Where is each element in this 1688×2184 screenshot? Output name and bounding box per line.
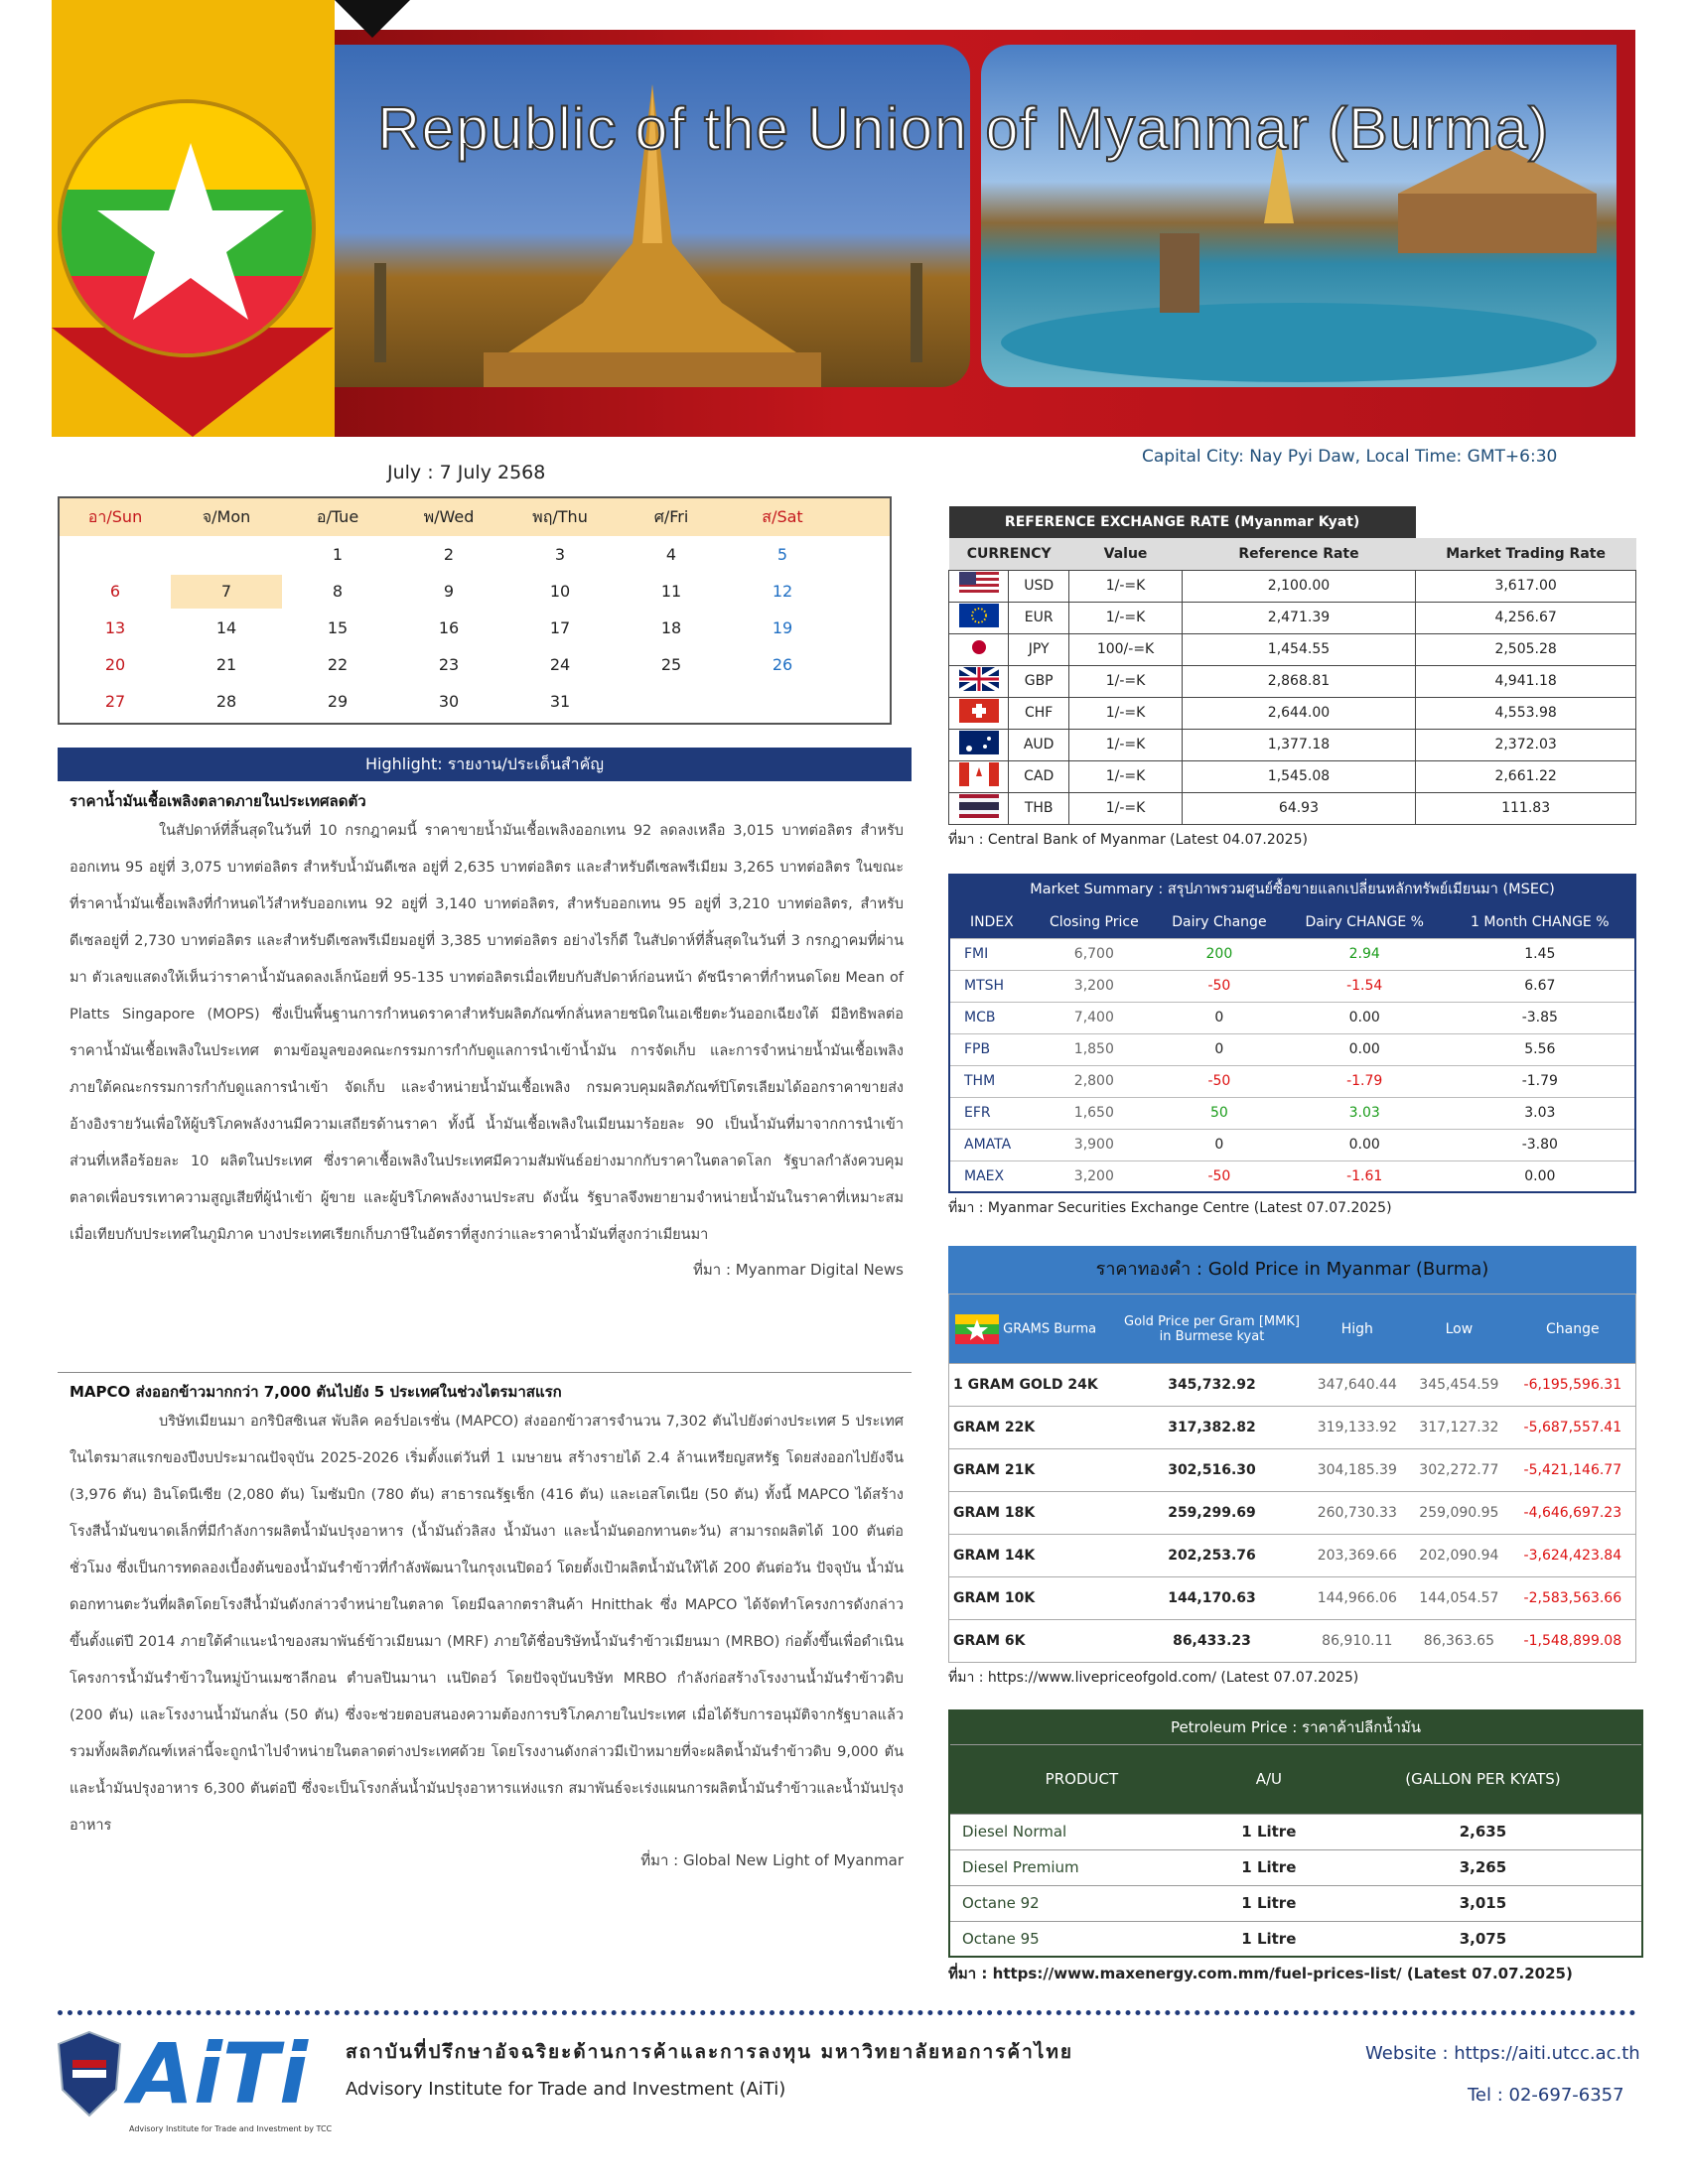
fx-mkt: 3,617.00 bbox=[1416, 570, 1636, 602]
fx-val: 1/-=K bbox=[1069, 697, 1182, 729]
calendar-date[interactable]: 11 bbox=[660, 582, 682, 601]
gold-row bbox=[949, 1492, 1636, 1535]
calendar-week bbox=[60, 573, 890, 610]
market-col-header: Closing Price bbox=[1034, 906, 1155, 938]
fx-ref: 2,868.81 bbox=[1182, 665, 1416, 697]
petrol-v: 3,265 bbox=[1325, 1849, 1642, 1885]
market-m: 0.00 bbox=[1446, 1160, 1635, 1192]
gold-g: 1 GRAM GOLD 24K bbox=[949, 1364, 1118, 1407]
calendar-date[interactable]: 22 bbox=[327, 655, 349, 674]
market-idx: EFR bbox=[949, 1097, 1034, 1129]
fx-ref: 1,377.18 bbox=[1182, 729, 1416, 760]
article-2 bbox=[70, 1380, 904, 1872]
market-source: ที่มา : Myanmar Securities Exchange Centre (Latest 07.07.2025) bbox=[948, 1200, 1392, 1216]
fx-ref: 2,471.39 bbox=[1182, 602, 1416, 633]
gold-col-high: High bbox=[1307, 1295, 1409, 1364]
market-chg: -50 bbox=[1155, 1160, 1284, 1192]
petrol-u: 1 Litre bbox=[1213, 1849, 1325, 1885]
article-1-source: ที่มา : Myanmar Digital News bbox=[693, 1261, 904, 1279]
footer-divider bbox=[58, 2010, 1636, 2015]
market-close: 7,400 bbox=[1034, 1002, 1155, 1033]
calendar-date[interactable]: 19 bbox=[772, 618, 793, 637]
gold-l: 144,054.57 bbox=[1408, 1577, 1510, 1620]
fx-mkt: 4,256.67 bbox=[1416, 602, 1636, 633]
fx-val: 1/-=K bbox=[1069, 792, 1182, 824]
article-divider bbox=[58, 1372, 912, 1373]
gold-p: 317,382.82 bbox=[1118, 1407, 1307, 1449]
calendar-date[interactable]: 25 bbox=[660, 655, 682, 674]
market-row bbox=[949, 1160, 1635, 1192]
calendar-week bbox=[60, 646, 890, 683]
market-pct: -1.61 bbox=[1284, 1160, 1446, 1192]
article-2-title: MAPCO ส่งออกข้าวมากกว่า 7,000 ตันไปยัง 5 ประเทศในช่วงไตรมาสแรก bbox=[70, 1383, 562, 1401]
th-flag-icon bbox=[959, 794, 999, 818]
calendar-day-header: จ/Mon bbox=[202, 506, 251, 526]
fx-mkt: 2,661.22 bbox=[1416, 760, 1636, 792]
petrol-u: 1 Litre bbox=[1213, 1921, 1325, 1957]
gold-h: 347,640.44 bbox=[1307, 1364, 1409, 1407]
gold-c: -6,195,596.31 bbox=[1510, 1364, 1636, 1407]
market-panel bbox=[948, 874, 1636, 1219]
gold-row bbox=[949, 1535, 1636, 1577]
fx-flag-cell bbox=[949, 760, 1009, 792]
calendar-date[interactable]: 30 bbox=[438, 692, 460, 711]
market-pct: -1.79 bbox=[1284, 1065, 1446, 1097]
calendar-day-header: พฤ/Thu bbox=[532, 506, 588, 526]
market-chg: 0 bbox=[1155, 1129, 1284, 1160]
fx-table bbox=[948, 506, 1636, 825]
fx-flag-cell bbox=[949, 633, 1009, 665]
market-idx: THM bbox=[949, 1065, 1034, 1097]
highlight-bar: Highlight: รายงาน/ประเด็นสำคัญ bbox=[58, 748, 912, 781]
gold-p: 259,299.69 bbox=[1118, 1492, 1307, 1535]
calendar-date[interactable]: 23 bbox=[438, 655, 460, 674]
petrol-col-header: A/U bbox=[1213, 1744, 1325, 1814]
fx-cur: USD bbox=[1009, 570, 1069, 602]
gold-h: 304,185.39 bbox=[1307, 1449, 1409, 1492]
market-chg: 200 bbox=[1155, 938, 1284, 970]
calendar-date[interactable]: 21 bbox=[215, 655, 237, 674]
calendar-date[interactable]: 29 bbox=[327, 692, 349, 711]
market-chg: -50 bbox=[1155, 970, 1284, 1002]
calendar-date[interactable]: 8 bbox=[332, 582, 344, 601]
gold-h: 203,369.66 bbox=[1307, 1535, 1409, 1577]
calendar-date[interactable]: 10 bbox=[549, 582, 571, 601]
fx-cur: CHF bbox=[1009, 697, 1069, 729]
aiti-shield-icon bbox=[55, 2030, 124, 2119]
fx-flag-cell bbox=[949, 729, 1009, 760]
calendar-date[interactable]: 14 bbox=[215, 618, 237, 637]
calendar-date[interactable]: 27 bbox=[104, 692, 126, 711]
fx-row bbox=[949, 665, 1636, 697]
fx-cur: JPY bbox=[1009, 633, 1069, 665]
petrol-table bbox=[948, 1709, 1643, 1958]
website-link[interactable]: Website : https://aiti.utcc.ac.th bbox=[1365, 2043, 1640, 2064]
fx-flag-cell bbox=[949, 570, 1009, 602]
gold-table bbox=[948, 1294, 1636, 1663]
fx-mkt: 2,372.03 bbox=[1416, 729, 1636, 760]
aiti-logo-sub: Advisory Institute for Trade and Investment by TCC bbox=[129, 2124, 333, 2133]
market-pct: 0.00 bbox=[1284, 1002, 1446, 1033]
calendar-date[interactable]: 1 bbox=[332, 545, 344, 564]
gold-c: -4,646,697.23 bbox=[1510, 1492, 1636, 1535]
calendar-date[interactable]: 17 bbox=[549, 618, 571, 637]
fx-val: 1/-=K bbox=[1069, 665, 1182, 697]
gold-g: GRAM 22K bbox=[949, 1407, 1118, 1449]
article-1-body: ในสัปดาห์ที่สิ้นสุดในวันที่ 10 กรกฎาคมนี้ ราคาขายน้ำมันเชื้อเพลิงออกเทน 92 ลดลงเหลือ 3,015 บาทต่อลิตร สำหรับออกเทน 95 อยู่ที่ 3,075 บาทต่อลิตร สำหรับน้ำมันดีเซล อยู่ที่ 2,635 บาทต่อลิตร และสำหรับดีเซลพรีเมียม 3,265 บาทต่อลิตร ในขณะที่ราคาน้ำมันเชื้อเพลิงที่กำหนดไว้สำหรับออกเทน 92 อยู่ที่ 3,140 บาทต่อลิตร, สำหรับออกเทน 95 อยู่ที่ 3,210 บาทต่อลิตร, สำหรับดีเซลอยู่ที่ 2,730 บาทต่อลิตร และสำหรับดีเซลพรีเมียมอยู่ที่ 3,385 บาทต่อลิตร อย่างไรก็ดี ในสัปดาห์ที่สิ้นสุดในวันที่ 3 กรกฎาคมที่ผ่านมา ตัวเลขแสดงให้เห็นว่าราคาน้ำมันลดลงเล็กน้อยที่ 95-135 บาทต่อลิตรเมื่อเทียบกับสัปดาห์ก่อนหน้า ดัชนีราคาที่กำหนดโดย Mean of Platts Singapore (MOPS) ซึ่งเป็นพื้นฐานการกำหนดราคาสำหรับผลิตภัณฑ์กลั่นหลายชนิดในเอเชียตะวันออกเฉียงใต้ มีอิทธิพลต่อราคาน้ำมันเชื้อเพลิงในประเทศ ตามข้อมูลของคณะกรรมการกำกับดูแลการนำเข้าน้ำมัน การจัดเก็บ และการจำหน่ายน้ำมันเชื้อเพลิง ภายใต้คณะกรรมการกำกับดูแลการนำเข้า จัดเก็บ และจำหน่ายน้ำมันเชื้อเพลิง กรมควบคุมผลิตภัณฑ์ปิโตรเลียมได้ออกราคาขายส่งอ้างอิงรายวันเพื่อให้ผู้บริโภคพลังงานมีความเสถียรด้านราคา ทั้งนี้ น้ำมันเชื้อเพลิงในเมียนมาร้อยละ 90 เป็นน้ำมันที่มาจากการนำเข้า ส่วนที่เหลือร้อยละ 10 ผลิตในประเทศ ซึ่งราคาเชื้อเพลิงในประเทศมีความสัมพันธ์อย่างมากกับราคาในตลาดโลก รัฐบาลกำลังควบคุมตลาดเพื่อบรรเทาความสูญเสียที่ผู้นำเข้า ผู้ขาย และผู้บริโภคพลังงานประสบ ดังนั้น รัฐบาลจึงพยายามจำหน่ายน้ำมันในราคาที่เหมาะสมเมื่อเทียบกับประเทศในภูมิภาค บางประเทศเรียกเก็บภาษีในอัตราที่สูงกว่าและราคาน้ำมันที่สูงกว่าเมียนมา bbox=[70, 823, 904, 1243]
gold-p: 202,253.76 bbox=[1118, 1535, 1307, 1577]
gold-row bbox=[949, 1577, 1636, 1620]
calendar-date[interactable]: 24 bbox=[549, 655, 571, 674]
market-row bbox=[949, 970, 1635, 1002]
us-flag-icon bbox=[959, 572, 999, 596]
gold-col-price: Gold Price per Gram [MMK] in Burmese kyat bbox=[1118, 1295, 1307, 1364]
gold-col-grams-label: GRAMS Burma bbox=[1003, 1321, 1097, 1336]
fx-mkt: 2,505.28 bbox=[1416, 633, 1636, 665]
calendar-date[interactable]: 7 bbox=[171, 575, 282, 609]
fx-title: REFERENCE EXCHANGE RATE (Myanmar Kyat) bbox=[949, 506, 1416, 538]
petrol-row bbox=[949, 1814, 1642, 1849]
fx-cur: EUR bbox=[1009, 602, 1069, 633]
gold-p: 345,732.92 bbox=[1118, 1364, 1307, 1407]
calendar-date[interactable]: 9 bbox=[443, 582, 455, 601]
gold-p: 302,516.30 bbox=[1118, 1449, 1307, 1492]
gold-g: GRAM 10K bbox=[949, 1577, 1118, 1620]
calendar-date[interactable]: 13 bbox=[104, 618, 126, 637]
gold-l: 259,090.95 bbox=[1408, 1492, 1510, 1535]
fx-val: 1/-=K bbox=[1069, 602, 1182, 633]
calendar-day-header: อ/Tue bbox=[316, 506, 359, 526]
market-columns bbox=[949, 906, 1635, 938]
fx-row bbox=[949, 602, 1636, 633]
petrol-v: 2,635 bbox=[1325, 1814, 1642, 1849]
fx-flag-cell bbox=[949, 665, 1009, 697]
fx-flag-cell bbox=[949, 697, 1009, 729]
market-m: -3.80 bbox=[1446, 1129, 1635, 1160]
market-m: 1.45 bbox=[1446, 938, 1635, 970]
market-pct: 0.00 bbox=[1284, 1033, 1446, 1065]
gold-g: GRAM 14K bbox=[949, 1535, 1118, 1577]
fx-flag-cell bbox=[949, 792, 1009, 824]
fx-flag-cell bbox=[949, 602, 1009, 633]
market-row bbox=[949, 1129, 1635, 1160]
market-table bbox=[948, 905, 1636, 1193]
fx-col-header: Market Trading Rate bbox=[1416, 538, 1636, 570]
petrol-u: 1 Litre bbox=[1213, 1814, 1325, 1849]
jp-flag-icon bbox=[959, 635, 999, 659]
petrol-source: ที่มา : https://www.maxenergy.com.mm/fuel-prices-list/ (Latest 07.07.2025) bbox=[948, 1965, 1573, 1982]
calendar-day-header: อา/Sun bbox=[87, 506, 143, 526]
calendar-body bbox=[60, 536, 890, 720]
fx-source: ที่มา : Central Bank of Myanmar (Latest 04.07.2025) bbox=[948, 831, 1308, 848]
gold-h: 319,133.92 bbox=[1307, 1407, 1409, 1449]
calendar-header bbox=[60, 498, 890, 536]
fx-cur: THB bbox=[1009, 792, 1069, 824]
fx-val: 1/-=K bbox=[1069, 570, 1182, 602]
calendar-week bbox=[60, 610, 890, 646]
petrol-title: Petroleum Price : ราคาค้าปลีกน้ำมัน bbox=[949, 1710, 1642, 1744]
petrol-u: 1 Litre bbox=[1213, 1885, 1325, 1921]
market-chg: 0 bbox=[1155, 1002, 1284, 1033]
market-close: 1,850 bbox=[1034, 1033, 1155, 1065]
au-flag-icon bbox=[959, 731, 999, 754]
market-m: -1.79 bbox=[1446, 1065, 1635, 1097]
fx-row bbox=[949, 760, 1636, 792]
market-chg: 0 bbox=[1155, 1033, 1284, 1065]
market-col-header: 1 Month CHANGE % bbox=[1446, 906, 1635, 938]
calendar-date[interactable]: 12 bbox=[772, 582, 793, 601]
gold-c: -2,583,563.66 bbox=[1510, 1577, 1636, 1620]
fx-ref: 1,545.08 bbox=[1182, 760, 1416, 792]
market-title: Market Summary : สรุปภาพรวมศูนย์ซื้อขายแลกเปลี่ยนหลักทรัพย์เมียนมา (MSEC) bbox=[948, 874, 1636, 905]
calendar-date[interactable]: 18 bbox=[660, 618, 682, 637]
myanmar-flag-icon bbox=[58, 99, 316, 357]
calendar-date[interactable]: 4 bbox=[665, 545, 677, 564]
fx-col-header: Value bbox=[1069, 538, 1182, 570]
market-pct: 2.94 bbox=[1284, 938, 1446, 970]
article-2-source: ที่มา : Global New Light of Myanmar bbox=[640, 1851, 904, 1869]
article-1 bbox=[70, 789, 904, 1282]
petrol-row bbox=[949, 1921, 1642, 1957]
fx-val: 1/-=K bbox=[1069, 760, 1182, 792]
gold-l: 345,454.59 bbox=[1408, 1364, 1510, 1407]
fx-cur: CAD bbox=[1009, 760, 1069, 792]
fx-val: 1/-=K bbox=[1069, 729, 1182, 760]
ch-flag-icon bbox=[959, 699, 999, 723]
market-idx: AMATA bbox=[949, 1129, 1034, 1160]
petrol-col-header: PRODUCT bbox=[949, 1744, 1213, 1814]
gold-c: -5,421,146.77 bbox=[1510, 1449, 1636, 1492]
market-col-header: Dairy CHANGE % bbox=[1284, 906, 1446, 938]
gold-p: 144,170.63 bbox=[1118, 1577, 1307, 1620]
market-idx: MTSH bbox=[949, 970, 1034, 1002]
calendar-date[interactable]: 6 bbox=[109, 582, 121, 601]
gold-h: 144,966.06 bbox=[1307, 1577, 1409, 1620]
market-idx: FPB bbox=[949, 1033, 1034, 1065]
fx-row bbox=[949, 633, 1636, 665]
gold-g: GRAM 6K bbox=[949, 1620, 1118, 1663]
market-chg: 50 bbox=[1155, 1097, 1284, 1129]
gold-l: 317,127.32 bbox=[1408, 1407, 1510, 1449]
fx-col-header: Reference Rate bbox=[1182, 538, 1416, 570]
telephone: Tel : 02-697-6357 bbox=[1468, 2085, 1624, 2106]
capital-info: Capital City: Nay Pyi Daw, Local Time: GMT+6:30 bbox=[1142, 447, 1558, 467]
gold-col-change: Change bbox=[1510, 1295, 1636, 1364]
gold-l: 86,363.65 bbox=[1408, 1620, 1510, 1663]
market-chg: -50 bbox=[1155, 1065, 1284, 1097]
calendar-week bbox=[60, 536, 890, 573]
eu-flag-icon bbox=[959, 604, 999, 627]
gold-l: 202,090.94 bbox=[1408, 1535, 1510, 1577]
fx-cur: AUD bbox=[1009, 729, 1069, 760]
footer-thai-name: สถาบันที่ปรึกษาอัจฉริยะด้านการค้าและการลงทุน มหาวิทยาลัยหอการค้าไทย bbox=[346, 2041, 1074, 2063]
fx-val: 100/-=K bbox=[1069, 633, 1182, 665]
market-idx: FMI bbox=[949, 938, 1034, 970]
calendar-date[interactable]: 26 bbox=[772, 655, 793, 674]
calendar-date[interactable]: 16 bbox=[438, 618, 460, 637]
fx-cur: GBP bbox=[1009, 665, 1069, 697]
fx-row bbox=[949, 792, 1636, 824]
market-close: 1,650 bbox=[1034, 1097, 1155, 1129]
market-m: 3.03 bbox=[1446, 1097, 1635, 1129]
gold-col-low: Low bbox=[1408, 1295, 1510, 1364]
gold-c: -3,624,423.84 bbox=[1510, 1535, 1636, 1577]
market-close: 3,200 bbox=[1034, 1160, 1155, 1192]
market-close: 3,200 bbox=[1034, 970, 1155, 1002]
market-col-header: Dairy Change bbox=[1155, 906, 1284, 938]
market-pct: -1.54 bbox=[1284, 970, 1446, 1002]
aiti-logo: AiTi bbox=[129, 2025, 308, 2122]
gold-row bbox=[949, 1620, 1636, 1663]
market-row bbox=[949, 1065, 1635, 1097]
calendar-day-header: ส/Sat bbox=[762, 506, 803, 526]
myanmar-flag-small-icon bbox=[955, 1314, 999, 1344]
gold-panel bbox=[948, 1246, 1636, 1689]
article-1-title: ราคาน้ำมันเชื้อเพลิงตลาดภายในประเทศลดตัว bbox=[70, 792, 366, 810]
calendar-title: July : 7 July 2568 bbox=[387, 462, 546, 483]
fx-ref: 2,100.00 bbox=[1182, 570, 1416, 602]
petrol-panel bbox=[948, 1709, 1643, 1985]
petrol-v: 3,015 bbox=[1325, 1885, 1642, 1921]
gold-l: 302,272.77 bbox=[1408, 1449, 1510, 1492]
gold-g: GRAM 21K bbox=[949, 1449, 1118, 1492]
fx-ref: 1,454.55 bbox=[1182, 633, 1416, 665]
fx-mkt: 4,553.98 bbox=[1416, 697, 1636, 729]
calendar-day-header: พ/Wed bbox=[423, 506, 475, 526]
market-m: 5.56 bbox=[1446, 1033, 1635, 1065]
petrol-row bbox=[949, 1849, 1642, 1885]
market-idx: MCB bbox=[949, 1002, 1034, 1033]
fx-ref: 2,644.00 bbox=[1182, 697, 1416, 729]
gold-c: -1,548,899.08 bbox=[1510, 1620, 1636, 1663]
gold-row bbox=[949, 1449, 1636, 1492]
gold-h: 260,730.33 bbox=[1307, 1492, 1409, 1535]
article-2-body: บริษัทเมียนมา อกริบิสซิเนส พับลิค คอร์ปอเรชั่น (MAPCO) ส่งออกข้าวสารจำนวน 7,302 ตันไปยังต่างประเทศ 5 ประเทศในไตรมาสแรกของปีงบประมาณปัจจุบัน 2025-2026 เริ่มตั้งแต่วันที่ 1 เมษายน สร้างรายได้ 2.4 ล้านเหรียญสหรัฐ โดยส่งออกไปยังจีน (3,976 ตัน) อินโดนีเซีย (2,080 ตัน) โมซัมบิก (780 ตัน) สาธารณรัฐเช็ก (416 ตัน) และเอสโตเนีย (50 ตัน) ทั้งนี้ MAPCO ได้สร้างโรงสีน้ำมันขนาดเล็กที่มีกำลังการผลิตน้ำมันปรุงอาหาร (น้ำมันถั่วลิสง น้ำมันงา และน้ำมันดอกทานตะวัน) สามารถผลิตได้ 100 ตันต่อชั่วโมง ซึ่งเป็นการทดลองเบื้องต้นของน้ำมันรำข้าวที่กำลังพัฒนาในกรุงเนปิดอว์ โดยตั้งเป้าผลิตน้ำมันให้ได้ 200 ตันต่อวัน ปัจจุบัน น้ำมันดอกทานตะวันที่ผลิตโดยโรงสีน้ำมันดังกล่าวจำหน่ายในตลาด โดยมีฉลากตราสินค้า Hnitthak ซึ่ง MAPCO ได้จัดทำโครงการดังกล่าวขึ้นตั้งแต่ปี 2014 ภายใต้คำแนะนำของสมาพันธ์ข้าวเมียนมา (MRF) ภายใต้ชื่อบริษัทน้ำมันรำข้าวเมียนมา (MRBO) ก่อตั้งขึ้นเพื่อดำเนินโครงการน้ำมันรำข้าวในหมู่บ้านเมซาลีกอน ตำบลปินมานา เนปิดอว์ โดยปัจจุบันบริษัท MRBO กำลังก่อสร้างโรงงานน้ำมันรำข้าวดิบ (200 ตัน) และโรงงานน้ำมันกลั่น (50 ตัน) ซึ่งจะช่วยตอบสนองความต้องการบริโภคภายในประเทศ เมื่อได้รับการอนุมัติจากรัฐบาลแล้ว รวมทั้งผลิตภัณฑ์เหล่านี้จะถูกนำไปจำหน่ายในตลาดต่างประเทศด้วย โดยโรงงานดังกล่าวมีเป้าหมายที่จะผลิตน้ำมันรำข้าวดิบ 9,000 ตันและน้ำมันปรุงอาหาร 6,300 ตันต่อปี ซึ่งจะเป็นโรงกลั่นน้ำมันปรุงอาหารแห่งแรก สมาพันธ์จะเร่งแผนการผลิตน้ำมันรำข้าวและน้ำมันปรุงอาหาร bbox=[70, 1414, 904, 1834]
petrol-columns bbox=[949, 1744, 1642, 1814]
uk-flag-icon bbox=[959, 667, 999, 691]
market-col-header: INDEX bbox=[949, 906, 1034, 938]
gold-source: ที่มา : https://www.livepriceofgold.com/ (Latest 07.07.2025) bbox=[948, 1670, 1359, 1686]
fx-mkt: 4,941.18 bbox=[1416, 665, 1636, 697]
fx-row bbox=[949, 697, 1636, 729]
fx-row bbox=[949, 729, 1636, 760]
gold-g: GRAM 18K bbox=[949, 1492, 1118, 1535]
market-row bbox=[949, 1097, 1635, 1129]
market-close: 6,700 bbox=[1034, 938, 1155, 970]
gold-row bbox=[949, 1407, 1636, 1449]
petrol-p: Diesel Premium bbox=[949, 1849, 1213, 1885]
calendar-date[interactable]: 15 bbox=[327, 618, 349, 637]
header-notch bbox=[335, 0, 410, 38]
fx-panel bbox=[948, 506, 1636, 851]
market-row bbox=[949, 938, 1635, 970]
fx-mkt: 111.83 bbox=[1416, 792, 1636, 824]
petrol-v: 3,075 bbox=[1325, 1921, 1642, 1957]
gold-title: ราคาทองคำ : Gold Price in Myanmar (Burma) bbox=[948, 1246, 1636, 1294]
calendar bbox=[58, 496, 892, 725]
page-title: Republic of the Union of Myanmar (Burma) bbox=[377, 95, 1550, 162]
fx-ref: 64.93 bbox=[1182, 792, 1416, 824]
ca-flag-icon bbox=[959, 762, 999, 786]
calendar-date[interactable]: 20 bbox=[104, 655, 126, 674]
gold-p: 86,433.23 bbox=[1118, 1620, 1307, 1663]
fx-columns bbox=[949, 538, 1636, 570]
market-pct: 0.00 bbox=[1284, 1129, 1446, 1160]
calendar-date[interactable]: 2 bbox=[443, 545, 455, 564]
calendar-date[interactable]: 31 bbox=[549, 692, 571, 711]
calendar-date[interactable]: 5 bbox=[776, 545, 788, 564]
gold-col-grams bbox=[949, 1295, 1118, 1364]
market-m: 6.67 bbox=[1446, 970, 1635, 1002]
petrol-p: Octane 95 bbox=[949, 1921, 1213, 1957]
petrol-p: Octane 92 bbox=[949, 1885, 1213, 1921]
gold-c: -5,687,557.41 bbox=[1510, 1407, 1636, 1449]
gold-h: 86,910.11 bbox=[1307, 1620, 1409, 1663]
calendar-date[interactable]: 3 bbox=[554, 545, 566, 564]
calendar-day-header: ศ/Fri bbox=[653, 506, 689, 526]
market-close: 2,800 bbox=[1034, 1065, 1155, 1097]
market-row bbox=[949, 1033, 1635, 1065]
calendar-week bbox=[60, 683, 890, 720]
petrol-p: Diesel Normal bbox=[949, 1814, 1213, 1849]
petrol-row bbox=[949, 1885, 1642, 1921]
gold-row bbox=[949, 1364, 1636, 1407]
market-close: 3,900 bbox=[1034, 1129, 1155, 1160]
market-m: -3.85 bbox=[1446, 1002, 1635, 1033]
market-pct: 3.03 bbox=[1284, 1097, 1446, 1129]
footer-english-name: Advisory Institute for Trade and Investment (AiTi) bbox=[346, 2079, 786, 2100]
gold-columns bbox=[949, 1295, 1636, 1364]
market-row bbox=[949, 1002, 1635, 1033]
calendar-date[interactable]: 28 bbox=[215, 692, 237, 711]
fx-col-header: CURRENCY bbox=[949, 538, 1069, 570]
petrol-col-header: (GALLON PER KYATS) bbox=[1325, 1744, 1642, 1814]
fx-row bbox=[949, 570, 1636, 602]
market-idx: MAEX bbox=[949, 1160, 1034, 1192]
